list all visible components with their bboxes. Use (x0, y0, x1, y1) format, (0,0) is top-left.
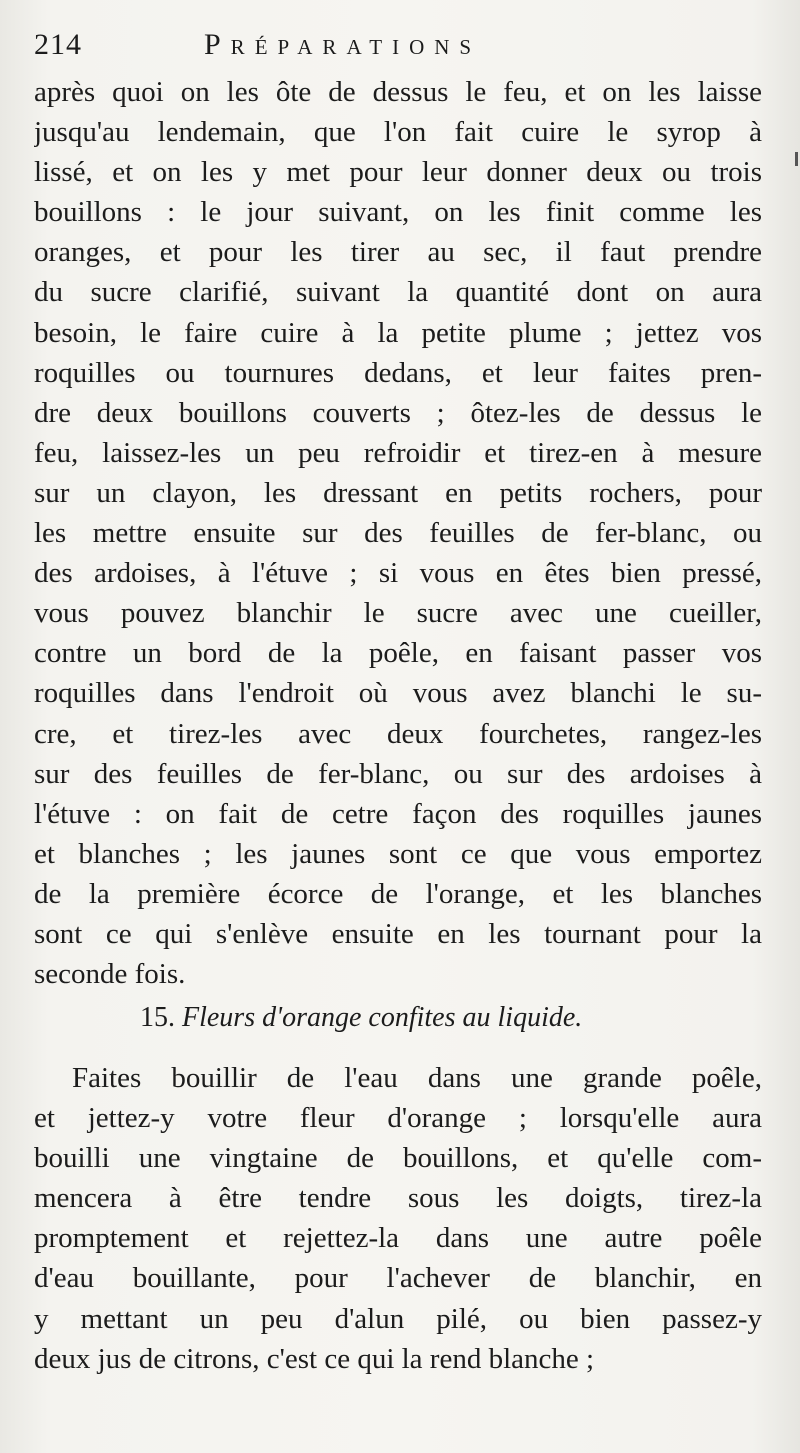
text-line: bouillons : le jour suivant, on les finit comme les (34, 196, 762, 229)
text-line: vous pouvez blanchir le sucre avec une cueiller, (34, 597, 762, 630)
text-line: Faites bouillir de l'eau dans une grande poêle, (72, 1062, 762, 1094)
page-header (34, 28, 760, 68)
text-line: besoin, le faire cuire à la petite plume ; jettez vos (34, 316, 762, 349)
text-line: contre un bord de la poêle, en faisant passer vos (34, 637, 762, 670)
text-line: bouilli une vingtaine de bouillons, et qu'elle com- (34, 1142, 762, 1175)
paragraph-1 (34, 72, 762, 994)
text-line: y mettant un peu d'alun pilé, ou bien passez-y (34, 1302, 762, 1335)
text-line: seconde fois. (34, 958, 186, 991)
text-line: les mettre ensuite sur des feuilles de fer-blanc, ou (34, 517, 762, 550)
text-line: l'étuve : on fait de cetre façon des roquilles jaunes (34, 797, 762, 830)
text-line: lissé, et on les y met pour leur donner deux ou trois (34, 156, 762, 189)
text-line: sont ce qui s'enlève ensuite en les tournant pour la (34, 917, 762, 950)
text-line: jusqu'au lendemain, que l'on fait cuire le syrop à (34, 116, 762, 149)
text-line: deux jus de citrons, c'est ce qui la rend blanche ; (34, 1342, 595, 1375)
text-line: dre deux bouillons couverts ; ôtez-les de dessus le (34, 396, 762, 429)
paragraph-2 (34, 1058, 762, 1379)
text-line: du sucre clarifié, suivant la quantité dont on aura (34, 276, 762, 309)
section-title: Fleurs d'orange confites au liquide. (182, 1002, 583, 1033)
text-line: oranges, et pour les tirer au sec, il faut prendre (34, 236, 762, 269)
text-line: sur un clayon, les dressant en petits rochers, pour (34, 476, 762, 509)
page-number: 214 (34, 28, 82, 61)
text-line: roquilles dans l'endroit où vous avez blanchi le su- (34, 677, 762, 710)
text-line: promptement et rejettez-la dans une autre poêle (34, 1222, 762, 1255)
text-line: des ardoises, à l'étuve ; si vous en êtes bien pressé, (34, 557, 762, 590)
section-number: 15. (140, 1002, 175, 1033)
text-line: de la première écorce de l'orange, et les blanches (34, 877, 762, 910)
text-line: et jettez-y votre fleur d'orange ; lorsqu'elle aura (34, 1102, 762, 1135)
text-line: et blanches ; les jaunes sont ce que vous emportez (34, 837, 762, 870)
text-line: après quoi on les ôte de dessus le feu, et on les laisse (34, 76, 762, 108)
text-line: roquilles ou tournures dedans, et leur faites pren- (34, 356, 762, 389)
running-head: Préparations (204, 28, 482, 61)
text-line: sur des feuilles de fer-blanc, ou sur des ardoises à (34, 757, 762, 790)
section-heading (140, 998, 582, 1038)
text-line: d'eau bouillante, pour l'achever de blanchir, en (34, 1262, 762, 1295)
text-line: feu, laissez-les un peu refroidir et tirez-en à mesure (34, 436, 762, 469)
page-edge-mark (795, 152, 798, 166)
text-line: cre, et tirez-les avec deux fourchetes, rangez-les (34, 717, 762, 750)
text-line: mencera à être tendre sous les doigts, tirez-la (34, 1182, 762, 1215)
